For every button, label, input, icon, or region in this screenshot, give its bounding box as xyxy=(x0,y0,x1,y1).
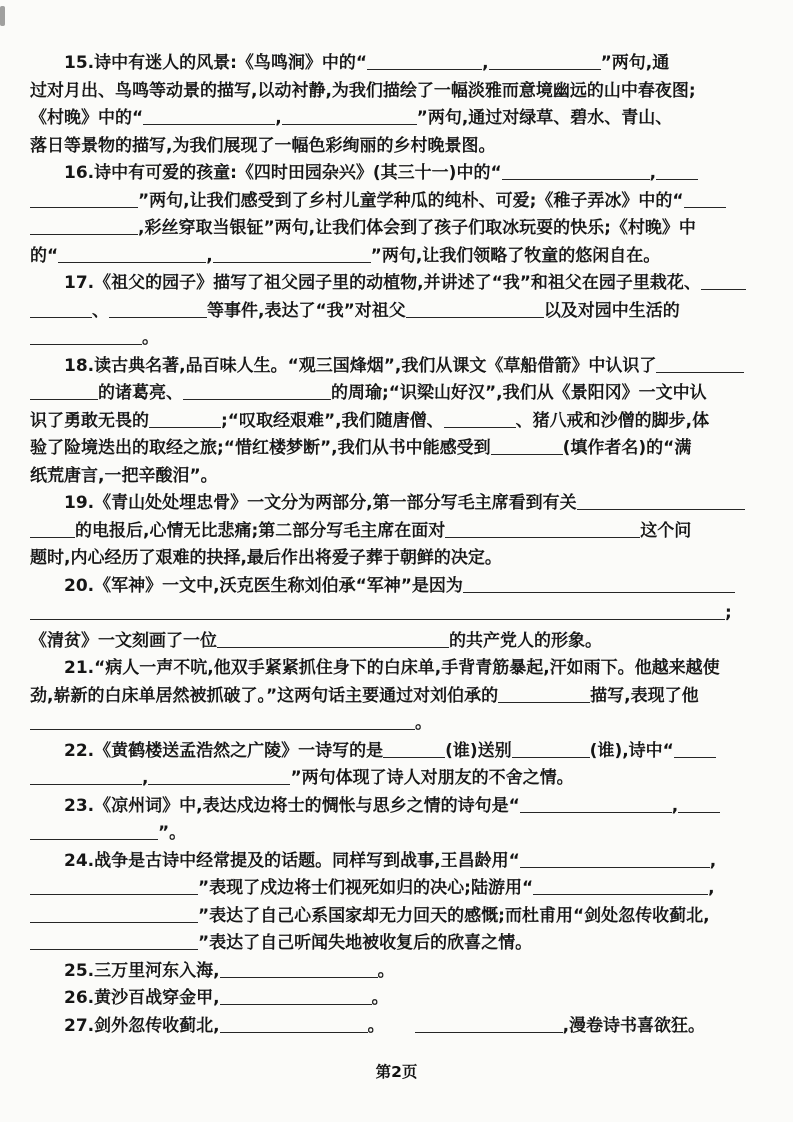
question-text: , xyxy=(142,768,149,788)
answer-blank xyxy=(383,742,445,758)
question-23 xyxy=(30,793,763,848)
question-text: ”两句,通 xyxy=(600,53,670,73)
question-line xyxy=(30,463,763,491)
question-text: 《清贫》一文刻画了一位 xyxy=(30,630,217,651)
question-text: 18.读古典名著,品百味人生。“观三国烽烟”,我们从课文《草船借箭》中认识了 xyxy=(64,355,657,376)
question-text: ;“叹取经艰难”,我们随唐僧、 xyxy=(221,410,444,431)
question-text: 的诸葛亮、 xyxy=(98,383,183,403)
answer-blank xyxy=(415,1017,563,1033)
question-17 xyxy=(30,270,763,353)
answer-blank xyxy=(213,247,371,263)
question-text: 、猪八戒和沙僧的脚步,体 xyxy=(515,410,710,431)
answer-blank xyxy=(701,274,746,290)
question-text: 26.黄沙百战穿金甲, xyxy=(64,988,220,1008)
answer-blank xyxy=(520,797,672,813)
question-line xyxy=(30,875,763,903)
spacer xyxy=(385,1030,415,1031)
question-text: 。 xyxy=(415,713,432,733)
answer-blank xyxy=(498,687,590,703)
answer-blank xyxy=(149,412,221,428)
answer-blank xyxy=(656,164,698,180)
question-text: 、 xyxy=(92,300,109,321)
question-text: , xyxy=(708,878,715,898)
question-text: 识了勇敢无畏的 xyxy=(30,410,149,431)
answer-blank xyxy=(533,879,708,895)
question-text: ”。 xyxy=(158,823,187,843)
question-text: 落日等景物的描写,为我们展现了一幅色彩绚丽的乡村晚景图。 xyxy=(30,135,496,156)
answer-blank xyxy=(406,302,544,318)
question-line xyxy=(30,435,763,463)
question-line xyxy=(30,188,763,216)
answer-blank xyxy=(30,934,198,950)
answer-blank xyxy=(143,109,275,125)
question-line xyxy=(30,408,763,436)
question-line xyxy=(30,765,763,793)
scan-artifact xyxy=(0,6,5,26)
question-text: 19.《青山处处埋忠骨》一文分为两部分,第一部分写毛主席看到有关 xyxy=(64,493,577,513)
answer-blank xyxy=(109,302,207,318)
answer-blank xyxy=(220,989,372,1005)
question-text: ”两句,通过对绿草、碧水、青山、 xyxy=(416,108,673,128)
question-line xyxy=(30,628,763,656)
question-text: 23.《凉州词》中,表达戍边将士的惆怅与思乡之情的诗句是“ xyxy=(64,795,520,816)
answer-blank xyxy=(520,852,710,868)
answer-blank xyxy=(502,164,650,180)
answer-blank xyxy=(30,329,142,345)
answer-blank xyxy=(30,824,158,840)
answer-blank xyxy=(512,742,590,758)
question-line xyxy=(30,78,763,106)
question-text: , xyxy=(649,163,657,183)
answer-blank xyxy=(491,439,563,455)
answer-blank xyxy=(577,494,745,510)
question-27 xyxy=(30,1013,763,1041)
question-text: 20.《军神》一文中,沃克医生称刘伯承“军神”是因为 xyxy=(64,575,463,596)
answer-blank xyxy=(30,302,92,318)
question-text: , xyxy=(671,795,679,816)
question-text: 。 xyxy=(367,1015,385,1036)
answer-blank xyxy=(489,54,601,70)
question-19 xyxy=(30,490,763,573)
question-line xyxy=(30,600,763,628)
question-text: ”表达了自己心系国家却无力回天的感慨;而杜甫用“剑处忽传收蓟北, xyxy=(198,905,710,926)
question-21 xyxy=(30,655,763,738)
question-text: 劲,崭新的白床单居然被抓破了。”这两句话主要通过对刘伯承的 xyxy=(30,685,499,706)
question-line xyxy=(30,958,763,986)
page-number: 第2页 xyxy=(375,1063,418,1081)
answer-blank xyxy=(183,384,331,400)
answer-blank xyxy=(656,357,744,373)
answer-blank xyxy=(58,247,206,263)
question-line xyxy=(30,270,763,298)
question-text: 17.《祖父的园子》描写了祖父园子里的动植物,并讲述了“我”和祖父在园子里栽花、 xyxy=(64,273,701,293)
question-line xyxy=(30,325,763,353)
question-text: , xyxy=(206,245,213,266)
answer-blank xyxy=(30,522,75,538)
question-text: (谁)送别 xyxy=(445,740,512,761)
question-line xyxy=(30,380,763,408)
answer-blank xyxy=(30,219,138,235)
question-text: 27.剑外忽传收蓟北, xyxy=(64,1015,220,1036)
question-text: 15.诗中有迷人的风景:《鸟鸣涧》中的“ xyxy=(64,53,368,73)
question-line xyxy=(30,545,763,573)
answer-blank xyxy=(674,742,716,758)
answer-blank xyxy=(30,192,138,208)
question-line xyxy=(30,105,763,133)
question-text: , xyxy=(275,108,282,128)
question-text: 题时,内心经历了艰难的抉择,最后作出将爱子葬于朝鲜的决定。 xyxy=(30,548,502,568)
question-16 xyxy=(30,160,763,270)
question-line xyxy=(30,985,763,1013)
question-line xyxy=(30,710,763,738)
question-line xyxy=(30,655,763,683)
question-line xyxy=(30,490,763,518)
question-text: 的“ xyxy=(30,245,59,266)
question-line xyxy=(30,215,763,243)
question-text: 22.《黄鹤楼送孟浩然之广陵》一诗写的是 xyxy=(64,740,384,761)
question-text: , xyxy=(709,850,717,871)
question-text: ; xyxy=(725,603,732,623)
question-text: 验了险境迭出的取经之旅;“惜红楼梦断”,我们从书中能感受到 xyxy=(30,438,491,458)
answer-blank xyxy=(282,109,417,125)
answer-blank xyxy=(678,797,720,813)
question-line xyxy=(30,903,763,931)
answer-blank xyxy=(445,522,640,538)
answer-blank xyxy=(30,769,142,785)
question-text: ”表现了戍边将士们视死如归的决心;陆游用“ xyxy=(198,878,534,898)
answer-blank xyxy=(30,907,198,923)
question-text: 16.诗中有可爱的孩童:《四时田园杂兴》(其三十一)中的“ xyxy=(64,163,502,183)
question-text: 25.三万里河东入海, xyxy=(64,960,220,981)
question-text: 的共产党人的形象。 xyxy=(449,630,602,651)
question-line xyxy=(30,353,763,381)
question-25 xyxy=(30,958,763,986)
question-26 xyxy=(30,985,763,1013)
question-text: 这个问 xyxy=(640,520,692,541)
answer-blank xyxy=(367,54,482,70)
question-text: ,漫卷诗书喜欲狂。 xyxy=(562,1015,706,1036)
question-text: 描写,表现了他 xyxy=(590,685,699,706)
question-15 xyxy=(30,50,763,160)
answer-blank xyxy=(30,604,725,620)
question-text: 过对月出、鸟鸣等动景的描写,以动衬静,为我们描绘了一幅淡雅而意境幽远的山中春夜图; xyxy=(30,80,696,101)
question-line xyxy=(30,50,763,78)
question-line xyxy=(30,573,763,601)
question-text: (谁),诗中“ xyxy=(589,740,674,761)
answer-blank xyxy=(30,384,98,400)
question-22 xyxy=(30,738,763,793)
question-20 xyxy=(30,573,763,656)
question-line xyxy=(30,820,763,848)
question-line xyxy=(30,160,763,188)
question-line xyxy=(30,683,763,711)
questions xyxy=(30,50,763,1040)
question-text: 等事件,表达了“我”对祖父 xyxy=(207,300,406,321)
question-text: 《村晚》中的“ xyxy=(30,108,144,128)
question-line xyxy=(30,848,763,876)
question-line xyxy=(30,1013,763,1041)
question-18 xyxy=(30,353,763,491)
question-text: 。 xyxy=(377,960,395,981)
answer-blank xyxy=(684,192,726,208)
answer-blank xyxy=(148,769,290,785)
question-text: 。 xyxy=(142,328,159,348)
question-text: , xyxy=(482,53,489,73)
question-line xyxy=(30,298,763,326)
question-text: 21.“病人一声不吭,他双手紧紧抓住身下的白床单,手背青筋暴起,汗如雨下。他越来越使 xyxy=(64,658,720,678)
question-text: ”两句,让我们领略了牧童的悠闲自在。 xyxy=(370,245,661,266)
question-text: ”两句体现了诗人对朋友的不舍之情。 xyxy=(290,768,574,788)
question-line xyxy=(30,133,763,161)
question-text: 。 xyxy=(371,988,389,1008)
answer-blank xyxy=(220,1017,368,1033)
answer-blank xyxy=(30,714,415,730)
question-line xyxy=(30,243,763,271)
question-text: ”表达了自己听闻失地被收复后的欣喜之情。 xyxy=(198,933,533,953)
question-text: 以及对园中生活的 xyxy=(543,300,680,321)
question-line xyxy=(30,793,763,821)
answer-blank xyxy=(444,412,516,428)
question-line xyxy=(30,518,763,546)
question-text: ,彩丝穿取当银钲”两句,让我们体会到了孩子们取冰玩耍的快乐;《村晚》中 xyxy=(138,218,696,238)
question-text: 的电报后,心情无比悲痛;第二部分写毛主席在面对 xyxy=(75,520,446,541)
question-text: ”两句,让我们感受到了乡村儿童学种瓜的纯朴、可爱;《稚子弄冰》中的“ xyxy=(138,190,684,211)
question-text: 纸荒唐言,一把辛酸泪”。 xyxy=(30,465,218,486)
answer-blank xyxy=(30,879,198,895)
answer-blank xyxy=(217,632,449,648)
question-line xyxy=(30,930,763,958)
answer-blank xyxy=(463,577,735,593)
question-text: 的周瑜;“识梁山好汉”,我们从《景阳冈》一文中认 xyxy=(331,383,707,403)
question-text: (填作者名)的“满 xyxy=(562,438,692,458)
answer-blank xyxy=(220,962,378,978)
question-text: 24.战争是古诗中经常提及的话题。同样写到战事,王昌龄用“ xyxy=(64,850,520,871)
question-24 xyxy=(30,848,763,958)
question-line xyxy=(30,738,763,766)
